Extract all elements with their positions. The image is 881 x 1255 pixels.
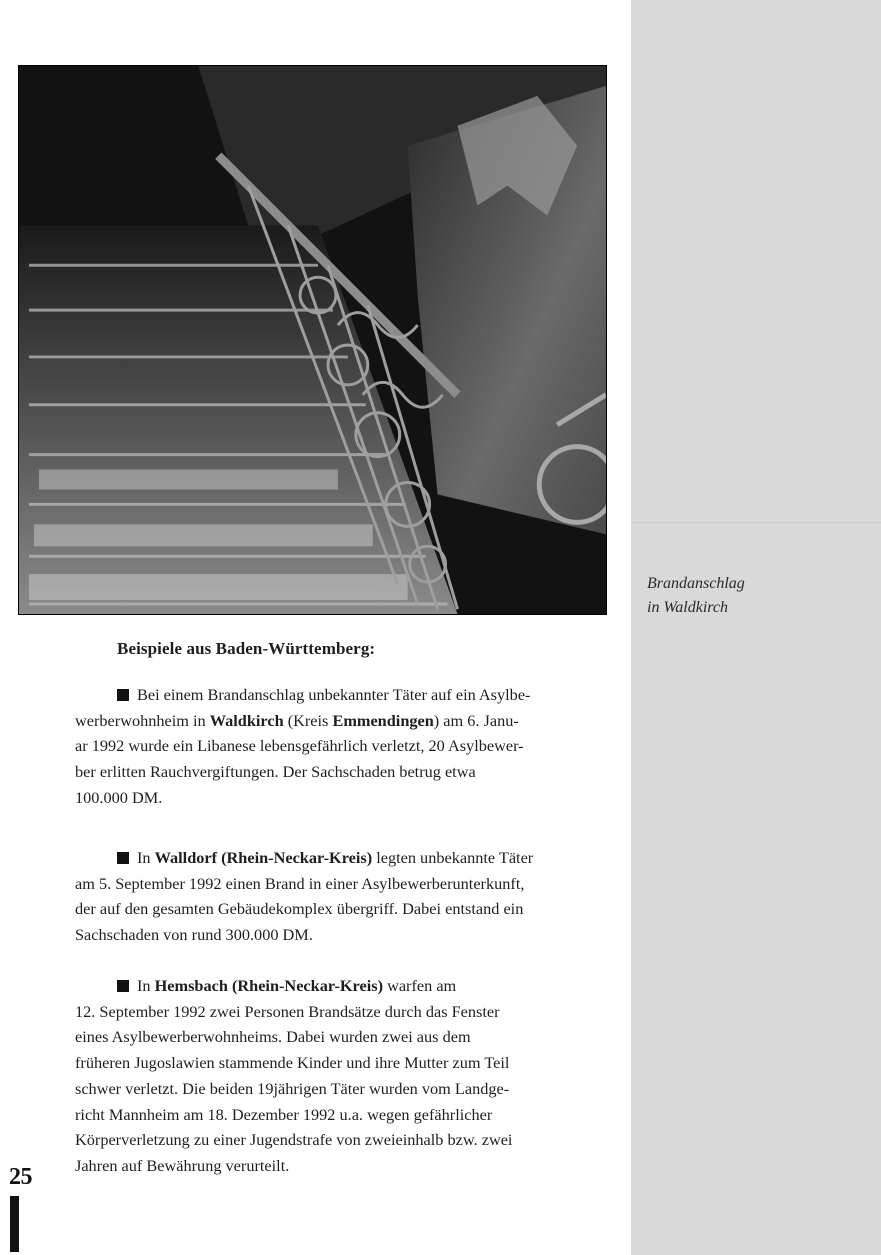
text-line (75, 973, 610, 999)
text-run: In (137, 848, 155, 867)
text-line (75, 682, 610, 708)
text-run: Bei einem Brandanschlag unbekannter Täter auf ein Asylbe- (137, 685, 531, 704)
text-line (75, 785, 610, 811)
bold-place-name: Walldorf (Rhein-Neckar-Kreis) (154, 848, 373, 867)
bold-place-name: Waldkirch (209, 710, 284, 730)
text-line (75, 896, 610, 922)
text-line (75, 1153, 610, 1179)
photo-caption (647, 572, 867, 620)
text-run: ber erlitten Rauchvergiftungen. Der Sachschaden betrug etwa (75, 762, 476, 782)
text-run: am 5. September 1992 einen Brand in einer Asylbewerberunterkunft, (75, 873, 525, 893)
paragraph-waldkirch (75, 682, 610, 811)
text-run: eines Asylbewerberwohnheims. Dabei wurden zwei aus dem (75, 1027, 471, 1047)
square-bullet-icon (117, 852, 129, 864)
text-line (75, 999, 610, 1025)
bold-place-name: Hemsbach (Rhein-Neckar-Kreis) (154, 976, 383, 995)
text-run: werberwohnheim in (75, 710, 210, 730)
text-line (75, 1050, 610, 1076)
text-line (75, 1024, 610, 1050)
text-line (75, 1102, 610, 1128)
photo-burnt-stairwell (18, 65, 607, 615)
text-line (75, 708, 610, 734)
text-line (75, 871, 610, 897)
square-bullet-icon (117, 980, 129, 992)
text-run: legten unbekannte Täter (372, 848, 534, 867)
sidebar-divider (631, 522, 881, 523)
text-run: richt Mannheim am 18. Dezember 1992 u.a. wegen gefährlicher (75, 1104, 493, 1124)
caption-line-2: in Waldkirch (647, 599, 729, 616)
text-line (75, 1076, 610, 1102)
text-run: früheren Jugoslawien stammende Kinder und ihre Mutter zum Teil (75, 1053, 510, 1073)
paragraph-walldorf (75, 845, 610, 948)
paragraph-hemsbach (75, 973, 610, 1179)
text-run: schwer verletzt. Die beiden 19jährigen Täter wurden vom Landge- (75, 1078, 510, 1098)
text-line (75, 845, 610, 871)
text-run: 100.000 DM. (75, 787, 163, 807)
text-run: Jahren auf Bewährung verurteilt. (75, 1155, 290, 1175)
sidebar-gray-column (631, 0, 881, 1255)
text-line (75, 733, 610, 759)
bold-place-name: Emmendingen (332, 710, 434, 730)
text-run: Körperverletzung zu einer Jugendstrafe von zweieinhalb bzw. zwei (75, 1130, 513, 1150)
text-run: der auf den gesamten Gebäudekomplex übergriff. Dabei entstand ein (75, 899, 524, 919)
text-run: In (137, 976, 155, 995)
text-line (75, 1127, 610, 1153)
text-run: Sachschaden von rund 300.000 DM. (75, 925, 313, 945)
page-number: 25 (9, 1164, 32, 1190)
text-run: (Kreis (283, 710, 333, 730)
text-run: ar 1992 wurde ein Libanese lebensgefährlich verletzt, 20 Asylbewer- (75, 736, 524, 756)
text-line (75, 759, 610, 785)
text-line (75, 922, 610, 948)
caption-line-1: Brandanschlag (647, 575, 745, 592)
square-bullet-icon (117, 689, 129, 701)
photo-illustration (19, 66, 606, 614)
text-run: warfen am (383, 976, 457, 995)
section-heading: Beispiele aus Baden-Württemberg: (117, 639, 376, 658)
page-marker-bar (10, 1196, 19, 1252)
text-run: ) am 6. Janu- (433, 710, 519, 730)
text-run: 12. September 1992 zwei Personen Brandsätze durch das Fenster (75, 1001, 500, 1021)
